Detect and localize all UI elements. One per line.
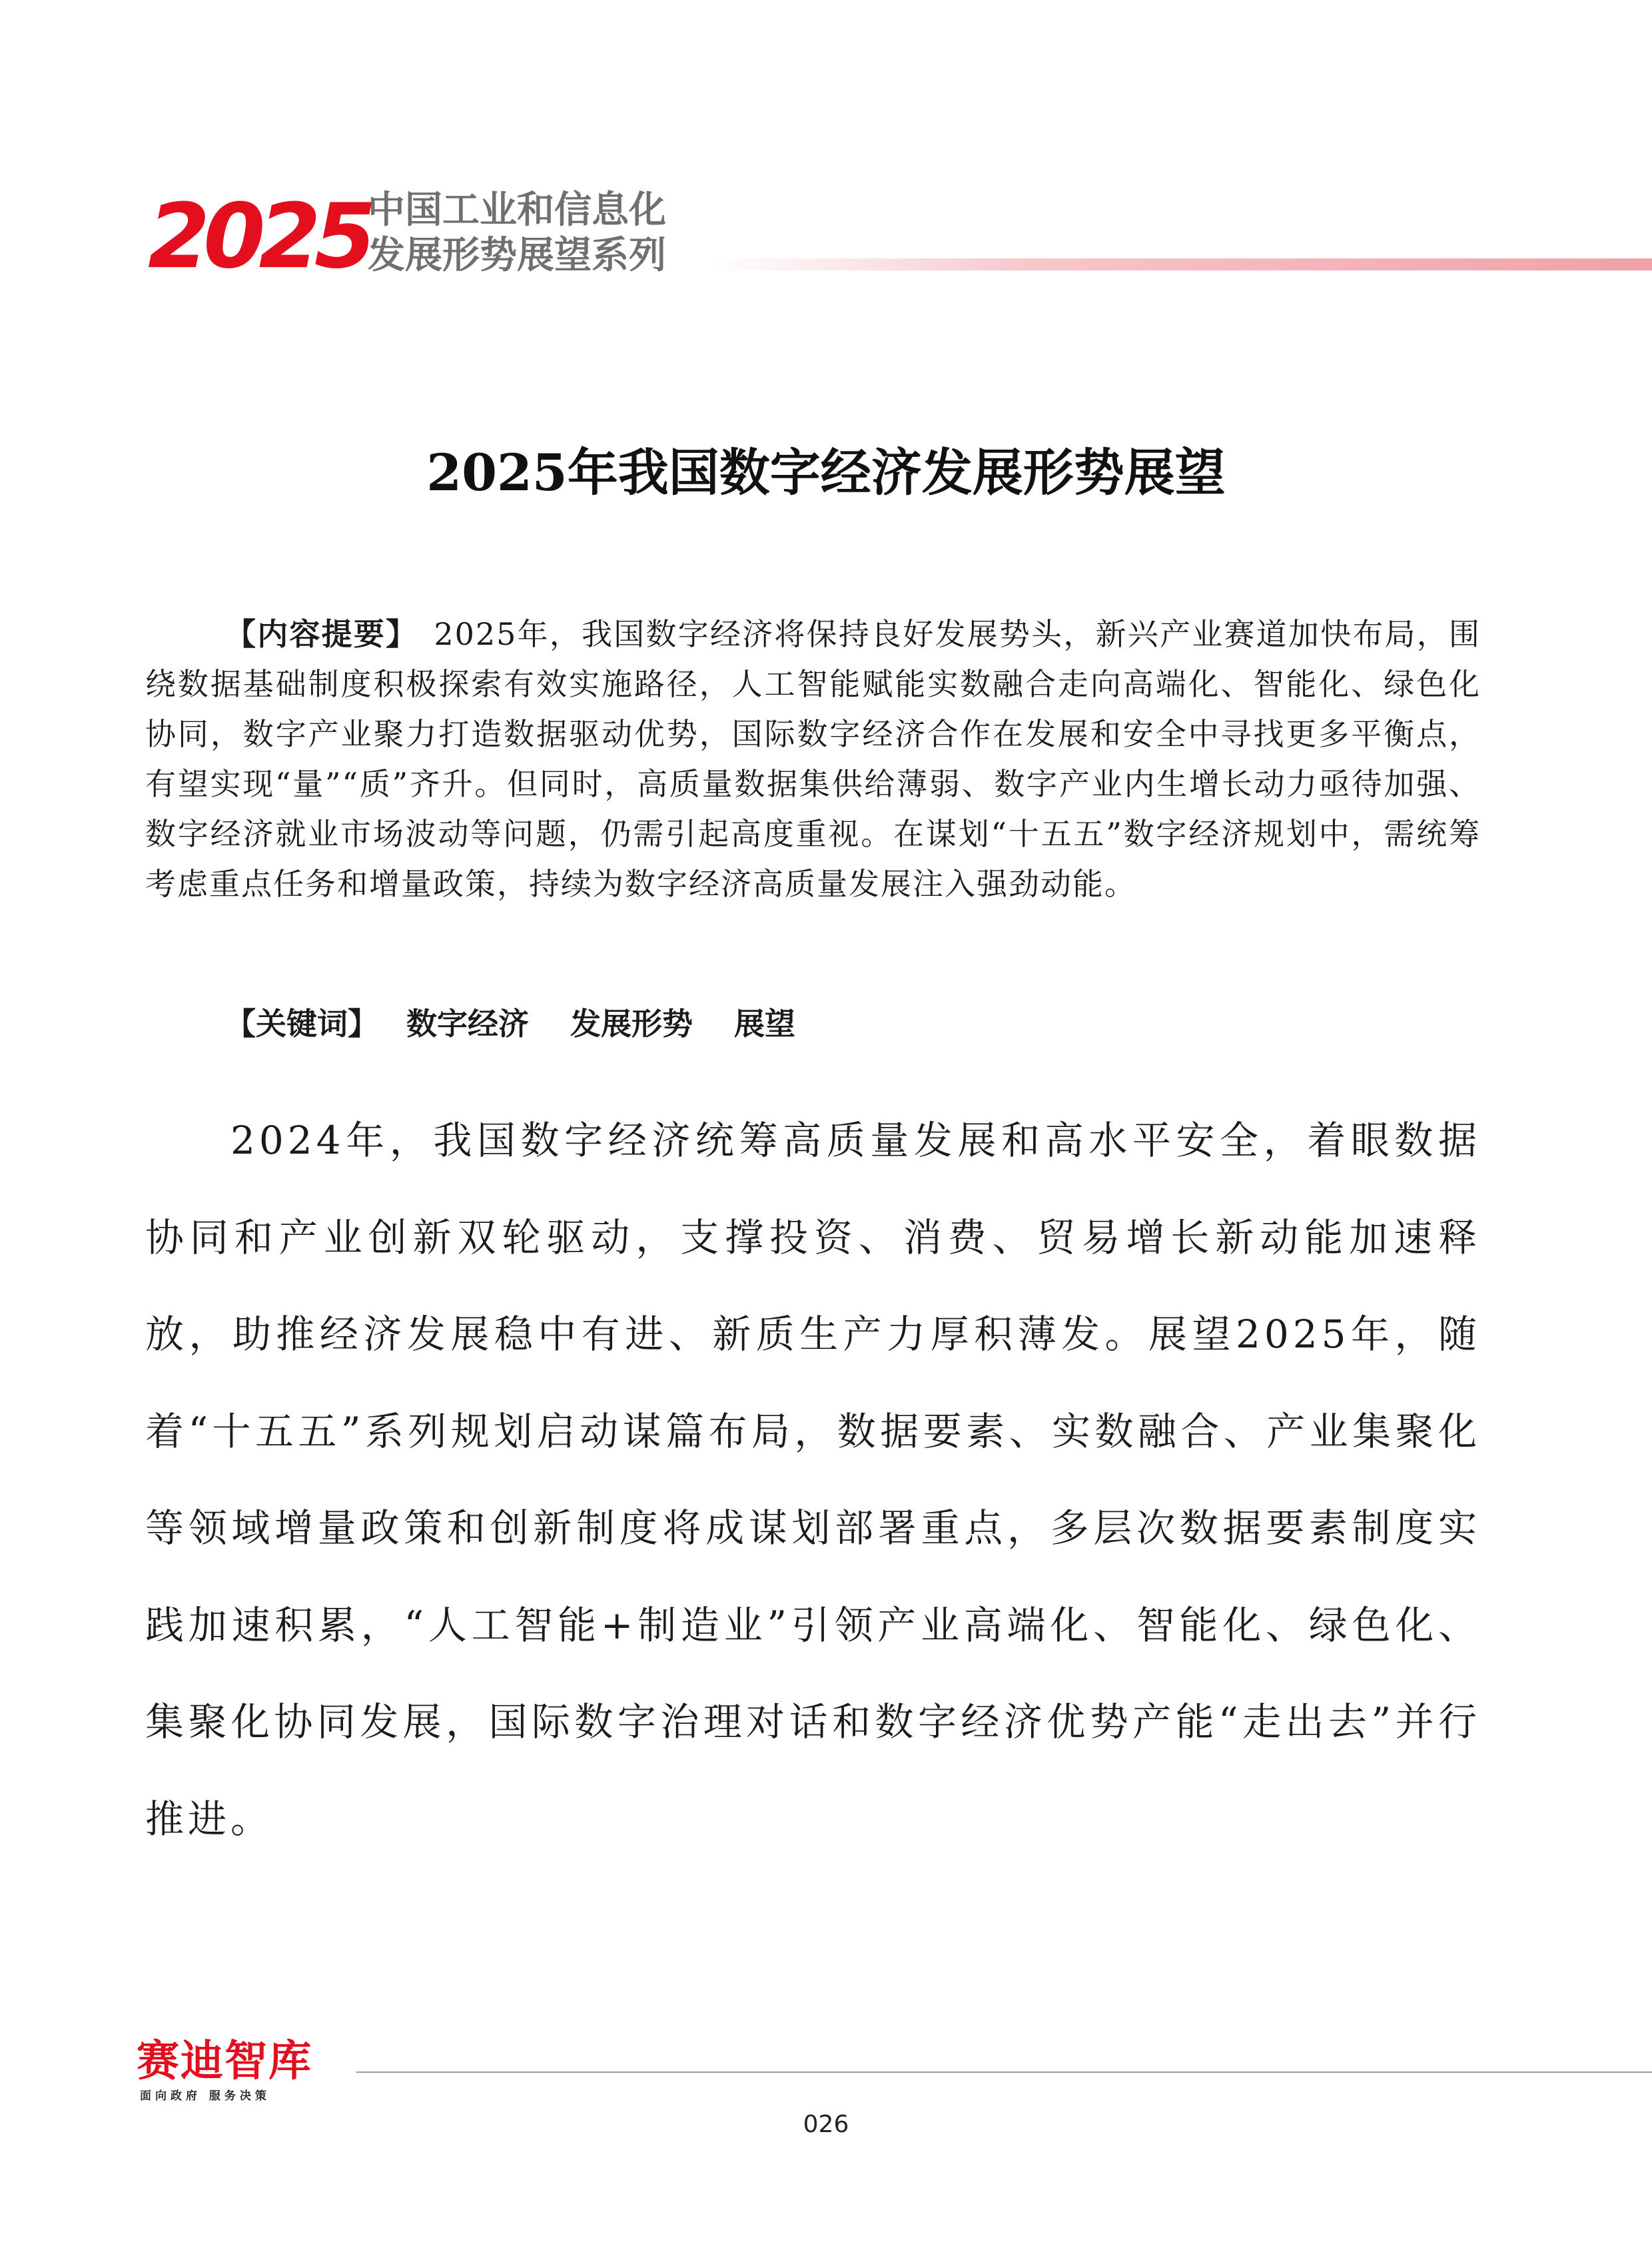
series-title (368, 188, 666, 278)
keyword-item: 发展形势 (570, 1006, 693, 1042)
body-paragraph: 2024年，我国数字经济统筹高质量发展和高水平安全，着眼数据协同和产业创新双轮驱动，支撑投资、消费、贸易增长新动能加速释放，助推经济发展稳中有进、新质生产力厚积薄发。展望2025年，随着“十五五”系列规划启动谋篇布局，数据要素、实数融合、产业集聚化等领域增量政策和创新制度将成谋划部署重点，多层次数据要素制度实践加速积累，“人工智能+制造业”引领产业高端化、智能化、绿色化、集聚化协同发展，国际数字治理对话和数字经济优势产能“走出去”并行推进。 (145, 1118, 1481, 1842)
footer-slogan: 面向政府 服务决策 (140, 2089, 270, 2103)
abstract (145, 609, 1481, 909)
document-title: 2025年我国数字经济发展形势展望 (426, 443, 1226, 502)
abstract-text: 2025年，我国数字经济将保持良好发展势头，新兴产业赛道加快布局，围绕数据基础制度积极探索有效实施路径，人工智能赋能实数融合走向高端化、智能化、绿色化协同，数字产业聚力打造数据驱动优势，国际数字经济合作在发展和安全中寻找更多平衡点，有望实现“量”“质”齐升。但同时，高质量数据集供给薄弱、数字产业内生增长动力亟待加强、数字经济就业市场波动等问题，仍需引起高度重视。在谋划“十五五”数字经济规划中，需统筹考虑重点任务和增量政策，持续为数字经济高质量发展注入强劲动能。 (145, 616, 1481, 902)
keyword-item: 展望 (734, 1006, 796, 1042)
header-year-logo: 2025 (148, 185, 370, 288)
footer-brand-logo: 赛迪智库 (137, 2037, 312, 2086)
series-title-line1: 中国工业和信息化 (368, 188, 666, 232)
abstract-label: 【内容提要】 (225, 616, 418, 652)
keyword-item: 数字经济 (406, 1006, 530, 1042)
header-gradient-rule (709, 258, 1652, 270)
keywords (225, 999, 826, 1049)
footer-divider (356, 2071, 1652, 2073)
keywords-label: 【关键词】 (225, 1006, 378, 1042)
series-title-line2: 发展形势展望系列 (368, 234, 666, 277)
page-number: 026 (803, 2111, 849, 2138)
